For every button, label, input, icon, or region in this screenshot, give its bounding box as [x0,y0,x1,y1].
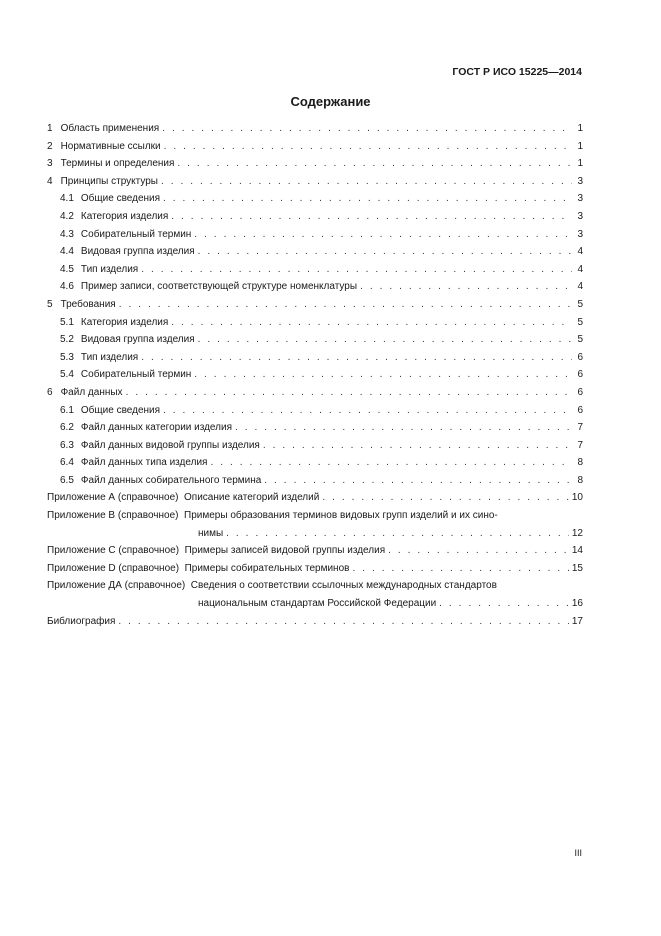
toc-title: Содержание [290,94,371,109]
toc-entry-page: 8 [577,474,583,486]
dot-leader [388,542,569,560]
toc-entry-label: Файл данных [60,386,123,398]
dot-leader [194,226,572,244]
toc-entry-annex-a[interactable] [47,489,583,507]
toc-entry-4-2[interactable] [47,208,583,226]
toc-entry-label: Пример записи, соответствующей структуре номенклатуры [80,281,358,293]
dot-leader [141,261,572,279]
dot-leader [210,454,572,472]
toc-entry-label: Видовая группа изделия [80,246,195,258]
toc-entry-4-4[interactable] [47,243,583,261]
dot-leader [171,314,572,332]
toc-entry-label: Файл данных категории изделия [80,422,232,434]
toc-entry-page: 3 [577,193,583,205]
toc-entry-label: Категория изделия [80,210,169,222]
toc-entry-label: Приложение ДА (справочное) Сведения о соответствии ссылочных международных стандартов [47,580,497,592]
dot-leader [177,155,572,173]
toc-entry-6-1[interactable] [47,402,583,420]
toc-entry-page: 6 [577,369,583,381]
dot-leader [439,595,569,613]
toc-entry-number: 4.4 [60,246,74,258]
toc-entry-6-4[interactable] [47,454,583,472]
toc-entry-number: 5.2 [60,334,74,346]
dot-leader [263,437,572,455]
dot-leader [141,349,572,367]
dot-leader [126,384,572,402]
toc-entry-page: 10 [571,492,583,504]
document-code: ГОСТ Р ИСО 15225—2014 [452,66,582,78]
dot-leader [161,173,572,191]
toc-entry-page: 4 [577,263,583,275]
toc-entry-number: 6.4 [60,457,74,469]
toc-entry-4[interactable] [47,173,583,191]
dot-leader [162,120,572,138]
toc-entry-label: Приложение С (справочное) Примеры записей видовой группы изделия [47,545,386,557]
toc-entry-label: Общие сведения [80,193,161,205]
toc-entry-label: Общие сведения [80,404,161,416]
toc-entry-4-1[interactable] [47,190,583,208]
toc-entry-number: 6.2 [60,422,74,434]
toc-entry-number: 4.5 [60,263,74,275]
toc-entry-6-2[interactable] [47,419,583,437]
dot-leader [119,296,572,314]
toc-entry-5-3[interactable] [47,349,583,367]
toc-entry-4-6[interactable] [47,278,583,296]
dot-leader [118,613,568,631]
toc-entry-page: 3 [577,228,583,240]
toc-entry-label: Нормативные ссылки [60,140,161,152]
toc-entry-page: 12 [571,527,583,539]
toc-entry-annex-d[interactable] [47,560,583,578]
toc-entry-page: 6 [577,351,583,363]
toc-entry-page: 1 [577,158,583,170]
toc-entry-continuation [47,595,583,613]
toc-entry-number: 6 [47,386,53,398]
toc-entry-label: Собирательный термин [80,228,192,240]
toc-entry-5[interactable] [47,296,583,314]
toc-entry-label: Тип изделия [80,263,139,275]
toc-entry-2[interactable] [47,138,583,156]
toc-entry-label: Библиография [47,615,116,627]
toc-entry-page: 16 [571,598,583,610]
dot-leader [163,402,572,420]
dot-leader [198,331,572,349]
toc-entry-6-5[interactable] [47,472,583,490]
toc-entry-page: 14 [571,545,583,557]
toc-entry-page: 5 [577,298,583,310]
toc-entry-4-3[interactable] [47,226,583,244]
toc-entry-page: 1 [577,123,583,134]
toc-entry-label: Файл данных видовой группы изделия [80,439,260,451]
dot-leader [198,243,572,261]
page-number: III [574,848,582,858]
dot-leader [226,525,569,543]
toc-entry-5-2[interactable] [47,331,583,349]
toc-entry-number: 2 [47,140,53,152]
toc-entry-page: 3 [577,210,583,222]
toc-entry-label: Приложение А (справочное) Описание категорий изделий [47,492,320,504]
toc-entry-label: Тип изделия [80,351,139,363]
toc-entry-page: 6 [577,404,583,416]
toc-entry-label: Приложение В (справочное) Примеры образования терминов видовых групп изделий и их сино- [47,510,498,522]
dot-leader [164,138,572,156]
toc-entry-number: 1 [47,123,53,134]
toc-entry-label: Файл данных типа изделия [80,457,208,469]
toc-entry-number: 5 [47,298,53,310]
toc-entry-number: 5.1 [60,316,74,328]
toc-entry-page: 5 [577,334,583,346]
toc-entry-label: Категория изделия [80,316,169,328]
toc-entry-page: 4 [577,281,583,293]
toc-entry-label-cont: национальным стандартам Российской Федерации [198,598,437,610]
toc-entry-number: 4 [47,175,53,187]
toc-entry-page: 3 [577,175,583,187]
toc-entry-1[interactable] [47,120,583,138]
dot-leader [163,190,572,208]
toc-entry-number: 6.3 [60,439,74,451]
toc-entry-6[interactable] [47,384,583,402]
toc-entry-bibliography[interactable] [47,613,583,631]
toc-entry-page: 8 [577,457,583,469]
toc-entry-number: 4.1 [60,193,74,205]
toc-entry-page: 4 [577,246,583,258]
toc-entry-label: Собирательный термин [80,369,192,381]
toc-entry-page: 5 [577,316,583,328]
toc-entry-page: 6 [577,386,583,398]
toc-entry-number: 3 [47,158,53,170]
toc-entry-number: 6.5 [60,474,74,486]
dot-leader [322,489,569,507]
toc-entry-annex-b[interactable] [47,507,583,542]
toc-entry-label: Видовая группа изделия [80,334,195,346]
toc-entry-number: 6.1 [60,404,74,416]
dot-leader [360,278,572,296]
toc-entry-number: 4.3 [60,228,74,240]
dot-leader [352,560,568,578]
toc-entry-annex-c[interactable] [47,542,583,560]
toc-entry-label: Область применения [60,123,160,134]
toc-entry-label: Файл данных собирательного термина [80,474,262,486]
toc-entry-page: 15 [571,562,583,574]
toc-entry-page: 1 [577,140,583,152]
toc-entry-6-3[interactable] [47,437,583,455]
toc-entry-page: 7 [577,422,583,434]
toc-entry-5-1[interactable] [47,314,583,332]
toc-entry-continuation [47,525,583,543]
toc-entry-4-5[interactable] [47,261,583,279]
dot-leader [264,472,572,490]
toc-entry-number: 4.2 [60,210,74,222]
toc-entry-label: Приложение D (справочное) Примеры собирательных терминов [47,562,350,574]
toc-entry-5-4[interactable] [47,366,583,384]
toc-entry-label: Термины и определения [60,158,175,170]
dot-leader [194,366,572,384]
toc-entry-page: 17 [571,615,583,627]
toc-entry-number: 5.4 [60,369,74,381]
toc-entry-number: 5.3 [60,351,74,363]
toc-entry-annex-da[interactable] [47,577,583,612]
table-of-contents [47,120,583,630]
dot-leader [171,208,572,226]
toc-entry-label: Принципы структуры [60,175,158,187]
toc-entry-3[interactable] [47,155,583,173]
toc-entry-label: Требования [60,298,116,310]
toc-entry-label-cont: нимы [198,527,224,539]
toc-entry-page: 7 [577,439,583,451]
dot-leader [235,419,572,437]
toc-entry-number: 4.6 [60,281,74,293]
